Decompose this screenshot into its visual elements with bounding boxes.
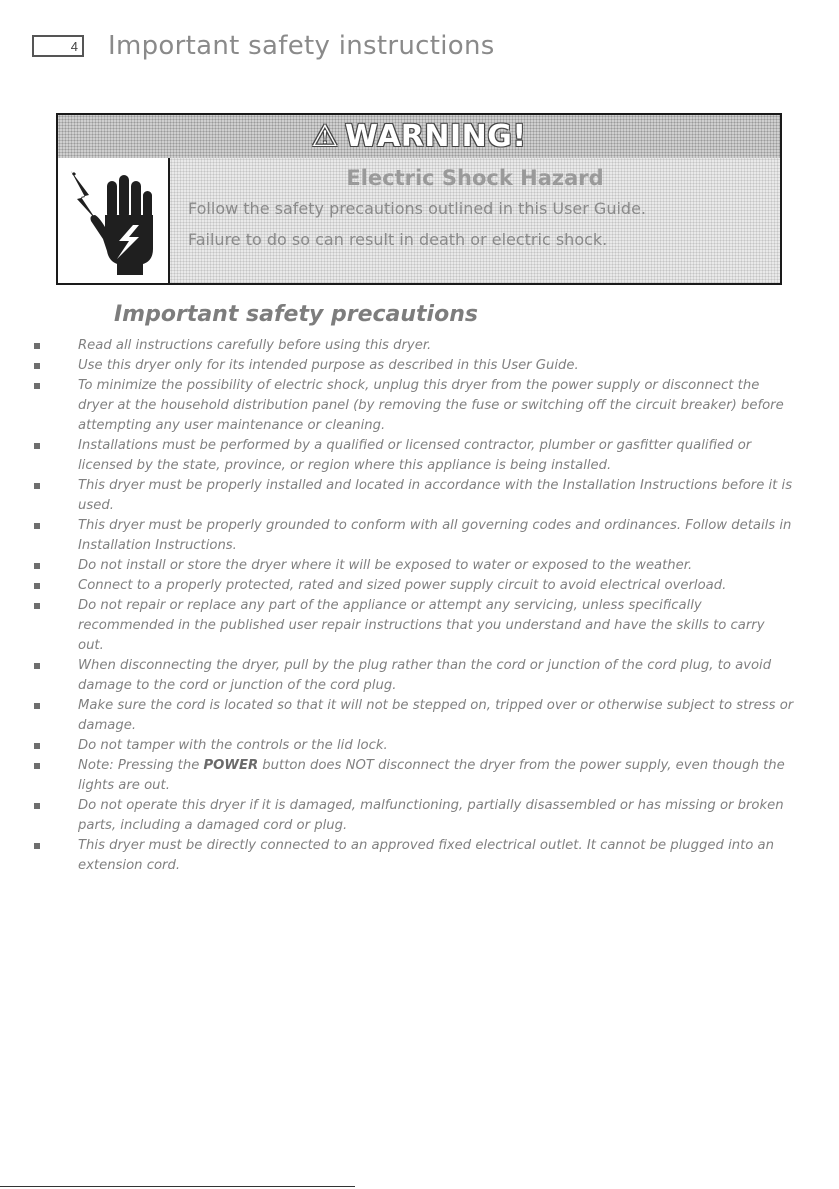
bullet-icon xyxy=(34,603,40,609)
warning-triangle-icon: ⚠ xyxy=(311,119,339,154)
bullet-icon xyxy=(34,583,40,589)
bullet-icon xyxy=(34,703,40,709)
bullet-icon xyxy=(34,483,40,489)
list-item: Do not operate this dryer if it is damaged, malfunctioning, partially disassembled or has missing or broken parts, including a damaged cord or plug. xyxy=(34,796,794,836)
list-item: Make sure the cord is located so that it will not be stepped on, tripped over or otherwise subject to stress or damage. xyxy=(34,696,794,736)
hazard-title: Electric Shock Hazard xyxy=(346,166,604,190)
page-number-box xyxy=(32,35,84,57)
shock-icon-panel xyxy=(58,158,170,283)
power-word: POWER xyxy=(203,758,259,773)
electric-shock-hand-icon xyxy=(67,165,159,277)
hazard-line-2: Failure to do so can result in death or electric shock. xyxy=(188,230,608,249)
list-item: To minimize the possibility of electric shock, unplug this dryer from the power supply or disconnect the dryer at the household distribution panel (by removing the fuse or switching off the circuit breaker) before attempting any user maintenance or cleaning. xyxy=(34,376,794,436)
hazard-line-1: Follow the safety precautions outlined in this User Guide. xyxy=(188,199,646,218)
warning-box xyxy=(56,113,782,285)
list-item-power-note: Note: Pressing the POWER button does NOT disconnect the dryer from the power supply, even though the lights are out. xyxy=(34,756,794,796)
warning-text-panel xyxy=(170,158,780,283)
list-item: Installations must be performed by a qualified or licensed contractor, plumber or gasfitter qualified or licensed by the state, province, or region where this appliance is being installed. xyxy=(34,436,794,476)
list-item: This dryer must be directly connected to an approved fixed electrical outlet. It cannot be plugged into an extension cord. xyxy=(34,836,794,876)
bullet-icon xyxy=(34,363,40,369)
bullet-icon xyxy=(34,803,40,809)
list-item: Do not repair or replace any part of the appliance or attempt any servicing, unless specifically recommended in the published user repair instructions that you understand and have the skills to carry out. xyxy=(34,596,794,656)
footer-rule xyxy=(0,1186,355,1187)
bullet-icon xyxy=(34,763,40,769)
bullet-icon xyxy=(34,443,40,449)
bullet-icon xyxy=(34,843,40,849)
warning-banner xyxy=(58,115,780,158)
list-item: Connect to a properly protected, rated and sized power supply circuit to avoid electrical overload. xyxy=(34,576,794,596)
page-header xyxy=(32,28,495,64)
bullet-icon xyxy=(34,563,40,569)
precautions-list xyxy=(34,336,794,876)
bullet-icon xyxy=(34,343,40,349)
list-item: This dryer must be properly grounded to conform with all governing codes and ordinances. Follow details in Installation Instructions. xyxy=(34,516,794,556)
page-number: 4 xyxy=(70,38,78,54)
warning-title: WARNING! xyxy=(344,119,527,154)
page-title: Important safety instructions xyxy=(108,31,495,61)
list-item: When disconnecting the dryer, pull by the plug rather than the cord or junction of the cord plug, to avoid damage to the cord or junction of the cord plug. xyxy=(34,656,794,696)
list-item: Use this dryer only for its intended purpose as described in this User Guide. xyxy=(34,356,794,376)
section-heading: Important safety precautions xyxy=(114,302,478,327)
bullet-icon xyxy=(34,663,40,669)
list-item: Do not install or store the dryer where it will be exposed to water or exposed to the weather. xyxy=(34,556,794,576)
list-item: Do not tamper with the controls or the lid lock. xyxy=(34,736,794,756)
bullet-icon xyxy=(34,743,40,749)
bullet-icon xyxy=(34,523,40,529)
list-item: Read all instructions carefully before using this dryer. xyxy=(34,336,794,356)
list-item: This dryer must be properly installed and located in accordance with the Installation Instructions before it is used. xyxy=(34,476,794,516)
bullet-icon xyxy=(34,383,40,389)
